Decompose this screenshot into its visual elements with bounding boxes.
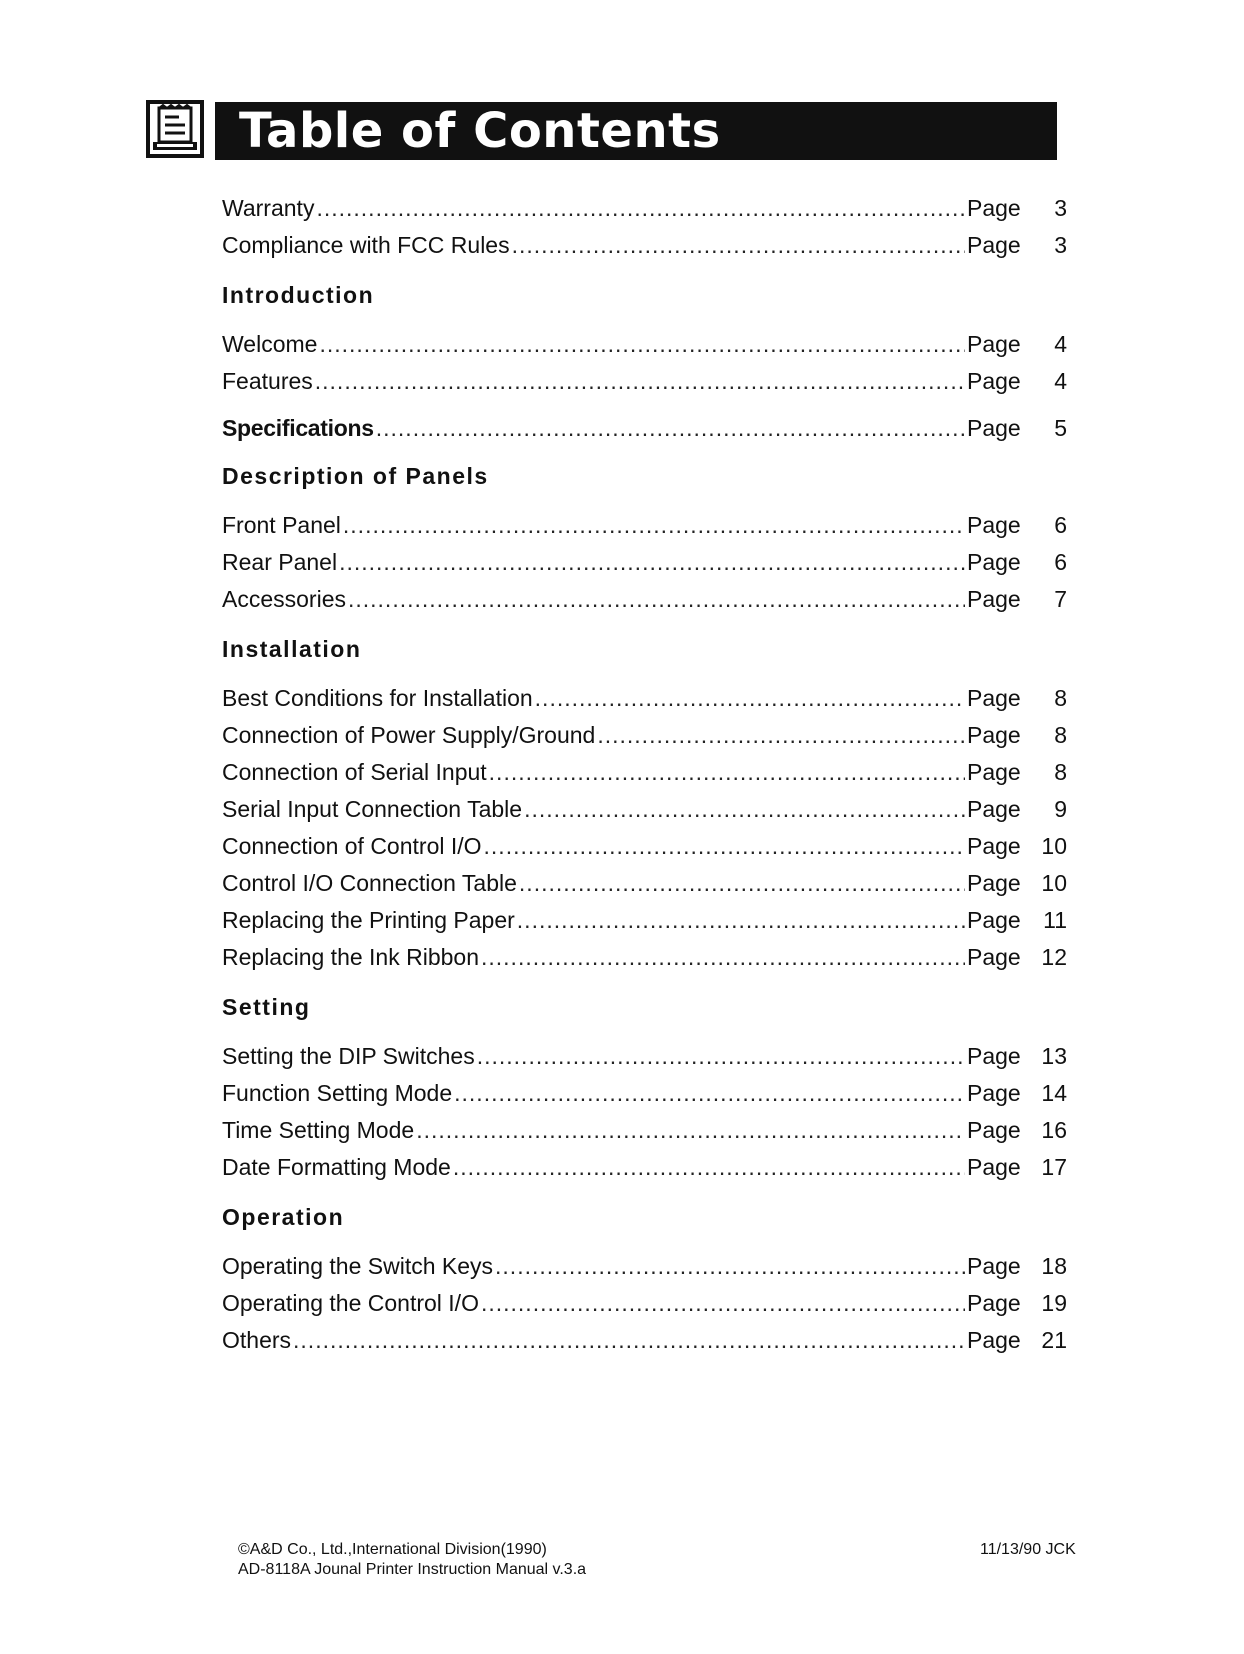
page-title: Table of Contents — [239, 103, 721, 159]
toc-entry-title: Others — [222, 1327, 292, 1353]
toc-page-number: 8 — [1054, 759, 1067, 785]
toc-page-label: Page — [967, 368, 1021, 394]
dot-leader — [481, 939, 965, 976]
toc-entry-title: Control I/O Connection Table — [222, 870, 517, 896]
toc-page-number: 12 — [1041, 944, 1067, 970]
toc-page-label: Page — [967, 1327, 1021, 1353]
toc-section-introduction — [222, 278, 1067, 400]
toc-entry[interactable] — [222, 1322, 1067, 1359]
toc-entry-title: Compliance with FCC Rules — [222, 232, 510, 258]
toc-entry[interactable] — [222, 828, 1067, 865]
toc-section-operation — [222, 1200, 1067, 1359]
toc-page-number: 3 — [1054, 232, 1067, 258]
toc-top-group — [222, 190, 1067, 264]
toc-entry-title: Accessories — [222, 586, 346, 612]
toc-page-label: Page — [967, 722, 1021, 748]
dot-leader — [454, 1075, 965, 1112]
toc-entry[interactable] — [222, 190, 1067, 227]
toc-page-label: Page — [967, 512, 1021, 538]
toc-section-heading: Operation — [222, 1204, 345, 1230]
toc-section-description-of-panels — [222, 459, 1067, 618]
dot-leader — [315, 363, 965, 400]
dot-leader — [293, 1322, 965, 1359]
toc-entry-title: Replacing the Printing Paper — [222, 907, 515, 933]
toc-page-number: 13 — [1041, 1043, 1067, 1069]
toc-page-number: 11 — [1043, 907, 1067, 933]
footer-date: 11/13/90 JCK — [980, 1541, 1076, 1558]
toc-entry-title: Connection of Serial Input — [222, 759, 487, 785]
toc-page-label: Page — [967, 232, 1021, 258]
toc-page-label: Page — [967, 331, 1021, 357]
toc-page-number: 10 — [1041, 833, 1067, 859]
toc-page-number: 4 — [1054, 368, 1067, 394]
toc-page-number: 10 — [1041, 870, 1067, 896]
toc-page-label: Page — [967, 759, 1021, 785]
page-header — [145, 98, 1057, 162]
dot-leader — [489, 754, 965, 791]
toc-section-installation — [222, 632, 1067, 976]
toc-page-label: Page — [967, 1154, 1021, 1180]
toc-page-label: Page — [967, 586, 1021, 612]
toc-entry[interactable] — [222, 1285, 1067, 1322]
toc-entry-title: Function Setting Mode — [222, 1080, 453, 1106]
toc-entry[interactable] — [222, 1248, 1067, 1285]
toc-page-label: Page — [967, 415, 1021, 441]
dot-leader — [453, 1149, 965, 1186]
toc-entry[interactable] — [222, 717, 1067, 754]
toc-page-label: Page — [967, 907, 1021, 933]
toc-page-number: 18 — [1041, 1253, 1067, 1279]
toc-section-heading: Introduction — [222, 282, 375, 308]
toc-entry-title: Features — [222, 368, 313, 394]
page-footer-left — [238, 1540, 586, 1580]
dot-leader — [481, 1285, 965, 1322]
footer-manual-title: AD-8118A Jounal Printer Instruction Manual v.3.a — [238, 1561, 587, 1578]
toc-entry-title: Operating the Control I/O — [222, 1290, 479, 1316]
dot-leader — [316, 190, 965, 227]
toc-entry[interactable] — [222, 791, 1067, 828]
toc-entry[interactable] — [222, 939, 1067, 976]
toc-page-label: Page — [967, 796, 1021, 822]
toc-page-label: Page — [967, 1290, 1021, 1316]
toc-page-number: 6 — [1054, 549, 1067, 575]
toc-entry-title: Operating the Switch Keys — [222, 1253, 494, 1279]
toc-entry[interactable] — [222, 865, 1067, 902]
toc-entry[interactable] — [222, 1112, 1067, 1149]
dot-leader — [339, 544, 965, 581]
dot-leader — [416, 1112, 965, 1149]
toc-entry[interactable] — [222, 507, 1067, 544]
dot-leader — [348, 581, 965, 618]
toc-page-number: 3 — [1054, 195, 1067, 221]
toc-page-label: Page — [967, 944, 1021, 970]
toc-entry-title: Welcome — [222, 331, 318, 357]
toc-page-number: 8 — [1054, 722, 1067, 748]
toc-entry[interactable] — [222, 581, 1067, 618]
toc-page-number: 17 — [1041, 1154, 1067, 1180]
toc-page-number: 16 — [1041, 1117, 1067, 1143]
dot-leader — [597, 717, 965, 754]
toc-entry-title: Warranty — [222, 195, 315, 221]
toc-entry-title: Setting the DIP Switches — [222, 1043, 475, 1069]
toc-entry[interactable] — [222, 1075, 1067, 1112]
toc-page-number: 8 — [1054, 685, 1067, 711]
toc-page-number: 6 — [1054, 512, 1067, 538]
toc-entry[interactable] — [222, 1038, 1067, 1075]
toc-entry[interactable] — [222, 363, 1067, 400]
toc-page-label: Page — [967, 833, 1021, 859]
toc-entry-title: Replacing the Ink Ribbon — [222, 944, 479, 970]
toc-page-label: Page — [967, 870, 1021, 896]
toc-entry-specifications[interactable] — [222, 410, 1067, 447]
title-bar — [215, 102, 1057, 160]
footer-copyright: ©A&D Co., Ltd.,International Division(1990) — [238, 1541, 547, 1558]
toc-page-label: Page — [967, 1043, 1021, 1069]
table-of-contents — [222, 190, 1067, 1359]
toc-page-label: Page — [967, 1253, 1021, 1279]
toc-page-number: 7 — [1054, 586, 1067, 612]
toc-entry[interactable] — [222, 754, 1067, 791]
toc-entry[interactable] — [222, 326, 1067, 363]
dot-leader — [319, 326, 965, 363]
toc-page-label: Page — [967, 195, 1021, 221]
toc-page-label: Page — [967, 1117, 1021, 1143]
toc-page-number: 14 — [1041, 1080, 1067, 1106]
toc-page-label: Page — [967, 1080, 1021, 1106]
toc-section-heading: Setting — [222, 994, 311, 1020]
toc-entry[interactable] — [222, 902, 1067, 939]
toc-page-number: 21 — [1041, 1327, 1067, 1353]
dot-leader — [519, 865, 965, 902]
toc-entry-title: Date Formatting Mode — [222, 1154, 451, 1180]
toc-entry-title: Time Setting Mode — [222, 1117, 415, 1143]
toc-page-label: Page — [967, 549, 1021, 575]
notepad-icon — [145, 98, 207, 162]
dot-leader — [376, 410, 965, 447]
toc-entry-title: Connection of Power Supply/Ground — [222, 722, 596, 748]
dot-leader — [477, 1038, 965, 1075]
dot-leader — [535, 680, 965, 717]
toc-section-heading: Installation — [222, 636, 362, 662]
toc-page-number: 19 — [1041, 1290, 1067, 1316]
toc-entry-title: Specifications — [222, 415, 374, 441]
toc-page-number: 5 — [1054, 415, 1067, 441]
toc-entry-title: Serial Input Connection Table — [222, 796, 523, 822]
toc-section-heading: Description of Panels — [222, 463, 489, 489]
toc-page-number: 4 — [1054, 331, 1067, 357]
dot-leader — [484, 828, 965, 865]
dot-leader — [517, 902, 965, 939]
toc-entry-title: Rear Panel — [222, 549, 338, 575]
dot-leader — [512, 227, 965, 264]
toc-entry[interactable] — [222, 544, 1067, 581]
toc-entry[interactable] — [222, 227, 1067, 264]
dot-leader — [343, 507, 965, 544]
toc-section-setting — [222, 990, 1067, 1186]
toc-page-label: Page — [967, 685, 1021, 711]
toc-entry-title: Front Panel — [222, 512, 341, 538]
toc-entry-title: Best Conditions for Installation — [222, 685, 533, 711]
toc-page-number: 9 — [1054, 796, 1067, 822]
dot-leader — [524, 791, 965, 828]
toc-entry[interactable] — [222, 680, 1067, 717]
dot-leader — [495, 1248, 965, 1285]
toc-entry[interactable] — [222, 1149, 1067, 1186]
toc-entry-title: Connection of Control I/O — [222, 833, 482, 859]
